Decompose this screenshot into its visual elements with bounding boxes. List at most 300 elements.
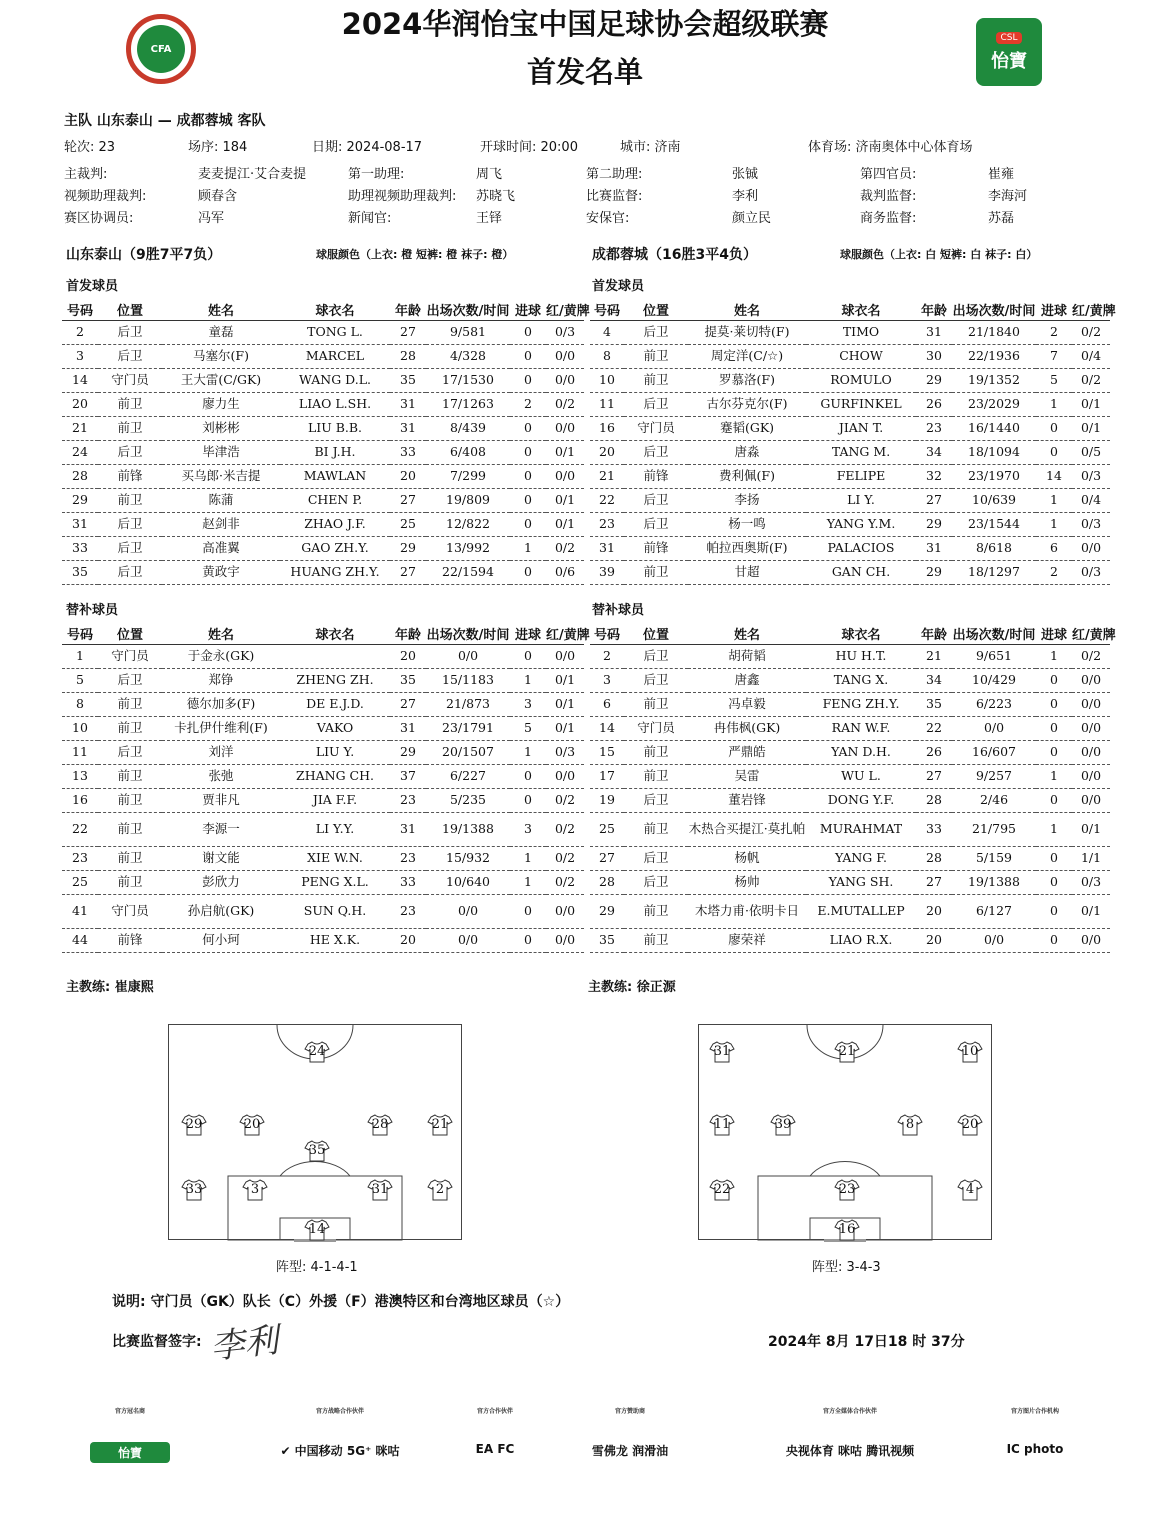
table-cell: 6/408: [426, 440, 510, 464]
table-cell: 10/639: [952, 488, 1036, 512]
table-cell: 14: [1036, 464, 1072, 488]
table-cell: 卡扎伊什维利(F): [162, 716, 280, 740]
table-cell: 3: [510, 692, 546, 716]
table-cell: 后卫: [98, 344, 162, 368]
table-row: [62, 812, 584, 846]
official-name: 冯军: [198, 211, 225, 226]
table-cell: 4/328: [426, 344, 510, 368]
player-shirt: 35: [305, 1140, 329, 1162]
official-label: 新闻官:: [348, 211, 392, 226]
table-cell: 28: [916, 846, 952, 870]
table-cell: 15: [590, 740, 624, 764]
table-row: [62, 320, 584, 344]
table-cell: TONG L.: [280, 320, 390, 344]
table-cell: 13/992: [426, 536, 510, 560]
table-cell: 29: [590, 894, 624, 928]
table-cell: 守门员: [624, 716, 688, 740]
column-header: 位置: [624, 300, 688, 320]
player-shirt: 31: [710, 1041, 734, 1063]
table-cell: 李源一: [162, 812, 280, 846]
column-header: 姓名: [688, 624, 806, 644]
table-cell: LIU Y.: [280, 740, 390, 764]
table-row: [62, 440, 584, 464]
table-cell: 郑铮: [162, 668, 280, 692]
table-row: [62, 668, 584, 692]
table-row: [62, 716, 584, 740]
table-cell: 吴雷: [688, 764, 806, 788]
table-row: [590, 464, 1110, 488]
table-cell: 孙启航(GK): [162, 894, 280, 928]
table-cell: 0: [1036, 788, 1072, 812]
table-cell: [280, 644, 390, 668]
table-cell: 19/1388: [952, 870, 1036, 894]
away-team-name: 成都蓉城（16胜3平4负）: [592, 247, 757, 263]
table-cell: 0/0: [546, 928, 584, 952]
table-cell: 前锋: [624, 464, 688, 488]
table-cell: 35: [590, 928, 624, 952]
table-cell: 0/0: [1072, 928, 1110, 952]
table-cell: 唐淼: [688, 440, 806, 464]
table-cell: 前卫: [98, 416, 162, 440]
table-row: [590, 488, 1110, 512]
table-row: [62, 692, 584, 716]
table-cell: 23: [590, 512, 624, 536]
table-cell: LI Y.Y.: [280, 812, 390, 846]
table-cell: 后卫: [98, 740, 162, 764]
table-cell: 39: [590, 560, 624, 584]
table-cell: 21/873: [426, 692, 510, 716]
table-cell: 21/1840: [952, 320, 1036, 344]
table-cell: 廖力生: [162, 392, 280, 416]
table-cell: 后卫: [98, 320, 162, 344]
table-cell: 10: [590, 368, 624, 392]
match-date: 日期: 2024-08-17: [312, 140, 423, 155]
table-cell: 30: [916, 344, 952, 368]
table-cell: 18/1297: [952, 560, 1036, 584]
table-cell: HE X.K.: [280, 928, 390, 952]
sponsor-label: 官方赞助商: [614, 1408, 645, 1415]
table-row: [62, 512, 584, 536]
table-cell: 23: [390, 788, 426, 812]
table-cell: 0: [510, 416, 546, 440]
table-cell: 14: [62, 368, 98, 392]
table-row: [590, 894, 1110, 928]
player-shirt: 24: [305, 1041, 329, 1063]
table-cell: 前卫: [624, 560, 688, 584]
table-cell: 29: [916, 560, 952, 584]
home-subs-label: 替补球员: [66, 603, 119, 618]
table-cell: 20: [916, 894, 952, 928]
csl-logo: [976, 18, 1042, 86]
column-header: 进球: [1036, 300, 1072, 320]
official-name: 李利: [732, 189, 759, 204]
table-cell: 张弛: [162, 764, 280, 788]
table-cell: 0: [1036, 716, 1072, 740]
table-cell: 0/2: [546, 846, 584, 870]
sponsor-logo: 央视体育 咪咕 腾讯视频: [785, 1444, 915, 1458]
table-cell: 29: [390, 740, 426, 764]
official-name: 崔雍: [988, 167, 1015, 182]
table-cell: 0/4: [1072, 344, 1110, 368]
table-cell: 27: [390, 692, 426, 716]
table-cell: 0/0: [1072, 668, 1110, 692]
table-cell: 1: [510, 870, 546, 894]
column-header: 姓名: [162, 300, 280, 320]
table-cell: 33: [390, 870, 426, 894]
table-cell: 20: [916, 928, 952, 952]
table-cell: 前卫: [98, 846, 162, 870]
table-row: [590, 560, 1110, 584]
table-cell: 0/3: [1072, 870, 1110, 894]
home-subs-table: [62, 624, 590, 953]
player-shirt: 28: [368, 1114, 392, 1136]
table-cell: 蹇韬(GK): [688, 416, 806, 440]
city: 城市: 济南: [620, 140, 681, 155]
table-cell: 29: [62, 488, 98, 512]
official-name: 苏磊: [988, 211, 1015, 226]
table-cell: 17/1263: [426, 392, 510, 416]
table-cell: PENG X.L.: [280, 870, 390, 894]
table-cell: 0/3: [546, 740, 584, 764]
column-header: 进球: [510, 300, 546, 320]
table-cell: 3: [62, 344, 98, 368]
table-cell: TANG X.: [806, 668, 916, 692]
table-cell: 37: [390, 764, 426, 788]
signature-label: 比赛监督签字:: [112, 1334, 202, 1350]
table-cell: TIMO: [806, 320, 916, 344]
player-shirt: 31: [368, 1179, 392, 1201]
table-cell: HU H.T.: [806, 644, 916, 668]
player-shirt: 14: [305, 1219, 329, 1241]
table-cell: 25: [62, 870, 98, 894]
table-cell: 前卫: [624, 368, 688, 392]
table-cell: 0/0: [546, 464, 584, 488]
table-cell: 1: [510, 740, 546, 764]
table-cell: GAN CH.: [806, 560, 916, 584]
table-cell: 28: [916, 788, 952, 812]
table-cell: 20: [390, 644, 426, 668]
table-cell: 0/5: [1072, 440, 1110, 464]
page-subtitle: 首发名单: [526, 55, 643, 89]
table-cell: 前卫: [624, 344, 688, 368]
table-row: [62, 928, 584, 952]
table-cell: 1: [510, 668, 546, 692]
table-row: [62, 644, 584, 668]
table-cell: 0/3: [1072, 464, 1110, 488]
player-shirt: 20: [958, 1114, 982, 1136]
table-cell: 20: [390, 464, 426, 488]
table-cell: 0: [510, 344, 546, 368]
table-cell: 刘彬彬: [162, 416, 280, 440]
table-cell: 1: [62, 644, 98, 668]
player-shirt: 21: [428, 1114, 452, 1136]
table-cell: 0/2: [546, 536, 584, 560]
table-cell: 8/439: [426, 416, 510, 440]
table-cell: 2: [62, 320, 98, 344]
table-cell: 1/1: [1072, 846, 1110, 870]
table-cell: MARCEL: [280, 344, 390, 368]
table-cell: 后卫: [624, 440, 688, 464]
table-row: [62, 870, 584, 894]
column-header: 号码: [62, 300, 98, 320]
table-cell: 6/127: [952, 894, 1036, 928]
table-cell: 后卫: [624, 320, 688, 344]
player-shirt: 23: [835, 1179, 859, 1201]
table-cell: 35: [916, 692, 952, 716]
table-row: [62, 560, 584, 584]
table-cell: 3: [590, 668, 624, 692]
table-cell: 0: [510, 368, 546, 392]
table-cell: 22: [62, 812, 98, 846]
table-cell: 木热合买提江·莫扎帕: [688, 812, 806, 846]
table-cell: 0: [510, 320, 546, 344]
table-cell: XIE W.N.: [280, 846, 390, 870]
table-cell: 0/0: [546, 894, 584, 928]
table-cell: 前卫: [624, 812, 688, 846]
official-name: 王铎: [476, 211, 503, 226]
table-cell: 黄政宇: [162, 560, 280, 584]
table-cell: PALACIOS: [806, 536, 916, 560]
table-cell: 31: [916, 320, 952, 344]
table-cell: 谢文能: [162, 846, 280, 870]
table-cell: 8: [62, 692, 98, 716]
table-cell: 0/1: [546, 512, 584, 536]
table-cell: LI Y.: [806, 488, 916, 512]
table-cell: 0/3: [1072, 512, 1110, 536]
table-cell: 0: [510, 764, 546, 788]
table-cell: 0: [1036, 894, 1072, 928]
table-cell: 前卫: [624, 928, 688, 952]
table-cell: 31: [62, 512, 98, 536]
table-cell: YANG F.: [806, 846, 916, 870]
table-row: [590, 392, 1110, 416]
table-cell: JIA F.F.: [280, 788, 390, 812]
table-row: [590, 716, 1110, 740]
table-cell: 15/932: [426, 846, 510, 870]
table-cell: 0/0: [1072, 536, 1110, 560]
table-cell: 于金永(GK): [162, 644, 280, 668]
table-cell: 唐鑫: [688, 668, 806, 692]
table-cell: 李扬: [688, 488, 806, 512]
table-cell: HUANG ZH.Y.: [280, 560, 390, 584]
table-cell: 18/1094: [952, 440, 1036, 464]
column-header: 球衣名: [280, 300, 390, 320]
table-cell: 费利佩(F): [688, 464, 806, 488]
table-cell: 0: [1036, 440, 1072, 464]
table-cell: 前卫: [624, 692, 688, 716]
sponsor-logo: ✔ 中国移动 5G⁺ 咪咕: [280, 1444, 400, 1458]
table-cell: 0: [1036, 928, 1072, 952]
player-shirt: 2: [428, 1179, 452, 1201]
table-row: [590, 512, 1110, 536]
column-header: 球衣名: [280, 624, 390, 644]
sponsor-label: 官方冠名商: [114, 1408, 145, 1415]
column-header: 姓名: [162, 624, 280, 644]
table-cell: 0/1: [1072, 894, 1110, 928]
table-cell: 22: [590, 488, 624, 512]
table-cell: BI J.H.: [280, 440, 390, 464]
table-cell: 胡荷韬: [688, 644, 806, 668]
sponsor-label: 官方合作伙伴: [476, 1408, 513, 1415]
table-row: [62, 464, 584, 488]
table-cell: 1: [1036, 764, 1072, 788]
signature-time: 2024年 8月 17日18 时 37分: [768, 1334, 965, 1350]
table-cell: 0/0: [546, 644, 584, 668]
table-cell: 21: [916, 644, 952, 668]
table-cell: 20: [590, 440, 624, 464]
table-cell: 32: [916, 464, 952, 488]
table-cell: 0: [510, 644, 546, 668]
sponsor-label: 官方图片合作机构: [1010, 1408, 1059, 1415]
table-cell: 9/651: [952, 644, 1036, 668]
home-team-name: 山东泰山（9胜7平7负）: [66, 247, 222, 263]
official-name: 李海河: [988, 189, 1028, 204]
table-cell: 0/1: [546, 440, 584, 464]
table-cell: VAKO: [280, 716, 390, 740]
table-cell: DE E.J.D.: [280, 692, 390, 716]
table-row: [590, 536, 1110, 560]
table-cell: 董岩锋: [688, 788, 806, 812]
column-header: 红/黄牌: [1072, 300, 1110, 320]
stadium: 体育场: 济南奥体中心体育场: [808, 140, 973, 155]
official-label: 商务监督:: [860, 211, 917, 226]
table-cell: 1: [1036, 812, 1072, 846]
table-cell: 7/299: [426, 464, 510, 488]
table-cell: RAN W.F.: [806, 716, 916, 740]
official-label: 第一助理:: [348, 167, 405, 182]
table-cell: 杨帆: [688, 846, 806, 870]
table-cell: YAN D.H.: [806, 740, 916, 764]
table-cell: CHEN P.: [280, 488, 390, 512]
table-cell: 0/0: [1072, 764, 1110, 788]
table-cell: 0/4: [1072, 488, 1110, 512]
table-cell: 0: [510, 464, 546, 488]
table-cell: CHOW: [806, 344, 916, 368]
table-cell: 0: [510, 894, 546, 928]
table-cell: 24: [62, 440, 98, 464]
player-shirt: 20: [240, 1114, 264, 1136]
away-formation-pitch: [698, 1024, 992, 1240]
table-cell: 28: [62, 464, 98, 488]
table-cell: 34: [916, 668, 952, 692]
table-cell: 6: [590, 692, 624, 716]
table-cell: 何小珂: [162, 928, 280, 952]
table-cell: 冯卓毅: [688, 692, 806, 716]
column-header: 号码: [590, 624, 624, 644]
table-cell: 23: [390, 894, 426, 928]
column-header: 年龄: [390, 624, 426, 644]
table-cell: 35: [390, 668, 426, 692]
column-header: 红/黄牌: [546, 624, 584, 644]
table-cell: 0: [510, 440, 546, 464]
table-cell: 5: [62, 668, 98, 692]
table-cell: 10/429: [952, 668, 1036, 692]
table-cell: 守门员: [98, 644, 162, 668]
column-header: 位置: [624, 624, 688, 644]
table-cell: 木塔力甫·依明卡日: [688, 894, 806, 928]
table-cell: 21: [590, 464, 624, 488]
table-cell: 买乌郎·米吉提: [162, 464, 280, 488]
table-cell: 27: [390, 320, 426, 344]
kickoff-time: 开球时间: 20:00: [480, 140, 578, 155]
table-cell: 22/1594: [426, 560, 510, 584]
table-cell: 0/1: [546, 716, 584, 740]
player-shirt: 10: [958, 1041, 982, 1063]
table-cell: 2: [1036, 320, 1072, 344]
table-cell: 前卫: [624, 894, 688, 928]
official-name: 周飞: [476, 167, 503, 182]
table-cell: 前锋: [624, 536, 688, 560]
table-cell: 16: [590, 416, 624, 440]
column-header: 出场次数/时间: [426, 300, 510, 320]
column-header: 位置: [98, 300, 162, 320]
table-cell: 0/1: [1072, 416, 1110, 440]
table-cell: 冉伟枫(GK): [688, 716, 806, 740]
table-row: [590, 668, 1110, 692]
table-cell: 1: [510, 536, 546, 560]
table-cell: 23: [62, 846, 98, 870]
player-shirt: 3: [243, 1179, 267, 1201]
table-cell: WU L.: [806, 764, 916, 788]
table-cell: 13: [62, 764, 98, 788]
table-cell: 刘洋: [162, 740, 280, 764]
table-cell: GURFINKEL: [806, 392, 916, 416]
away-starters-label: 首发球员: [592, 279, 645, 294]
table-cell: 前卫: [98, 788, 162, 812]
table-cell: 1: [510, 846, 546, 870]
table-cell: 后卫: [98, 668, 162, 692]
table-cell: 前卫: [98, 716, 162, 740]
table-cell: 23: [916, 416, 952, 440]
official-label: 赛区协调员:: [64, 211, 134, 226]
player-shirt: 16: [835, 1219, 859, 1241]
table-cell: FENG ZH.Y.: [806, 692, 916, 716]
table-cell: JIAN T.: [806, 416, 916, 440]
table-row: [62, 894, 584, 928]
home-coach: 主教练: 崔康熙: [66, 980, 154, 995]
player-shirt: 8: [898, 1114, 922, 1136]
table-cell: 0/0: [546, 368, 584, 392]
csl-logo-tag: CSL: [996, 32, 1021, 44]
sponsor-logo: 雪佛龙 润滑油: [591, 1444, 669, 1458]
legend-note: 说明: 守门员（GK）队长（C）外援（F）港澳特区和台湾地区球员（☆）: [112, 1294, 570, 1310]
table-cell: 15/1183: [426, 668, 510, 692]
table-cell: E.MUTALLEP: [806, 894, 916, 928]
table-cell: FELIPE: [806, 464, 916, 488]
table-cell: 0/1: [1072, 392, 1110, 416]
table-cell: 前卫: [98, 764, 162, 788]
table-cell: 21/795: [952, 812, 1036, 846]
table-cell: 0/0: [546, 764, 584, 788]
table-cell: LIU B.B.: [280, 416, 390, 440]
table-cell: 0/2: [546, 812, 584, 846]
table-cell: 0/1: [546, 488, 584, 512]
table-cell: 20: [62, 392, 98, 416]
table-cell: 杨帅: [688, 870, 806, 894]
table-cell: 23: [390, 846, 426, 870]
column-header: 年龄: [916, 624, 952, 644]
table-row: [590, 928, 1110, 952]
table-cell: WANG D.L.: [280, 368, 390, 392]
table-cell: 0: [1036, 870, 1072, 894]
table-cell: 0: [510, 560, 546, 584]
table-cell: 22/1936: [952, 344, 1036, 368]
table-cell: 16/607: [952, 740, 1036, 764]
csl-logo-brand: 怡寶: [991, 50, 1027, 72]
table-cell: ZHANG CH.: [280, 764, 390, 788]
table-cell: 19/809: [426, 488, 510, 512]
table-cell: SUN Q.H.: [280, 894, 390, 928]
